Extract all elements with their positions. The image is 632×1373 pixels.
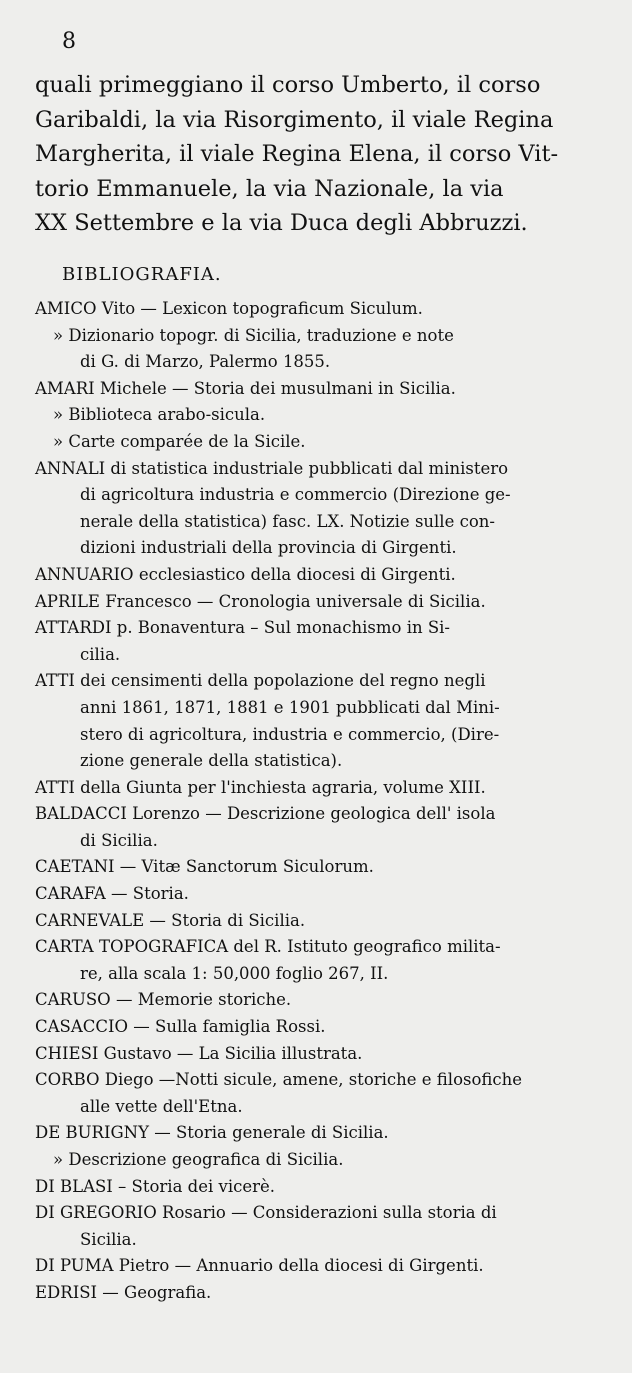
entry-line: ATTI dei censimenti della popolazione del regno negli <box>35 671 486 691</box>
text-line: torio Emmanuele, la via Nazionale, la via <box>35 175 504 202</box>
bibliography-entry <box>35 1120 595 1147</box>
entry-line: APRILE Francesco — Cronologia universale di Sicilia. <box>35 591 486 611</box>
entry-line: stero di agricoltura, industria e commercio, (Dire- <box>80 724 500 744</box>
bibliography-entry <box>35 296 595 323</box>
bibliography-entry <box>35 589 595 616</box>
entry-line: dizioni industriali della provincia di Girgenti. <box>80 538 457 558</box>
entry-line: zione generale della statistica). <box>80 751 343 771</box>
entry-line: CARNEVALE — Storia di Sicilia. <box>35 910 306 930</box>
entry-line: re, alla scala 1: 50,000 foglio 267, II. <box>80 963 389 983</box>
entry-line: di G. di Marzo, Palermo 1855. <box>80 352 331 372</box>
entry-line: EDRISI — Geografia. <box>35 1282 212 1302</box>
entry-line: Sicilia. <box>80 1229 137 1249</box>
bibliography-entry <box>35 987 595 1014</box>
text-line: Margherita, il viale Regina Elena, il corso Vit- <box>35 141 559 167</box>
entry-line: DE BURIGNY — Storia generale di Sicilia. <box>35 1123 389 1143</box>
entry-line: AMARI Michele — Storia dei musulmani in Sicilia. <box>35 378 456 398</box>
entry-line: ATTARDI p. Bonaventura – Sul monachismo in Si- <box>35 618 451 638</box>
bibliography-entry <box>35 1067 595 1120</box>
entry-line: AMICO Vito — Lexicon topograficum Siculum. <box>35 299 423 318</box>
text-line: XX Settembre e la via Duca degli Abbruzzi. <box>35 210 528 236</box>
entry-line: DI BLASI – Storia dei vicerè. <box>35 1176 276 1196</box>
bibliography-entry <box>35 1280 595 1307</box>
entry-line: DI GREGORIO Rosario — Considerazioni sulla storia di <box>35 1203 497 1223</box>
bibliography-list <box>35 296 595 1307</box>
entry-line: BALDACCI Lorenzo — Descrizione geologica dell' isola <box>35 804 496 824</box>
entry-line: ANNALI di statistica industriale pubblicati dal ministero <box>35 458 509 478</box>
entry-line: » Biblioteca arabo-sicula. <box>53 405 266 425</box>
bibliography-entry <box>35 908 595 935</box>
bibliography-entry <box>35 323 595 376</box>
bibliography-entry <box>35 1014 595 1041</box>
bibliography-entry <box>35 854 595 881</box>
entry-line: CAETANI — Vitæ Sanctorum Siculorum. <box>35 857 374 877</box>
bibliography-entry <box>35 1174 595 1201</box>
entry-line: DI PUMA Pietro — Annuario della diocesi di Girgenti. <box>35 1256 484 1276</box>
entry-line: » Dizionario topogr. di Sicilia, traduzione e note <box>53 325 454 345</box>
bibliography-entry <box>35 1200 595 1253</box>
bibliography-entry <box>35 1041 595 1068</box>
bibliography-entry <box>35 429 595 456</box>
entry-line: CARAFA — Storia. <box>35 884 189 904</box>
bibliography-entry <box>35 668 595 774</box>
bibliography-entry <box>35 801 595 854</box>
entry-line: nerale della statistica) fasc. LX. Notizie sulle con- <box>80 511 495 531</box>
entry-line: CORBO Diego —Notti sicule, amene, storiche e filosofiche <box>35 1070 523 1090</box>
entry-line: anni 1861, 1871, 1881 e 1901 pubblicati dal Mini- <box>80 697 500 717</box>
entry-line: » Carte comparée de la Sicile. <box>53 431 306 451</box>
section-heading: BIBLIOGRAFIA. <box>62 264 222 285</box>
entry-line: CARUSO — Memorie storiche. <box>35 990 292 1010</box>
entry-line: di Sicilia. <box>80 830 158 850</box>
bibliography-entry <box>35 775 595 802</box>
bibliography-entry <box>35 1253 595 1280</box>
bibliography-entry <box>35 402 595 429</box>
entry-line: » Descrizione geografica di Sicilia. <box>53 1150 344 1169</box>
bibliography-entry <box>35 1147 595 1174</box>
bibliography-entry <box>35 881 595 908</box>
entry-line: CASACCIO — Sulla famiglia Rossi. <box>35 1017 326 1037</box>
entry-line: ATTI della Giunta per l'inchiesta agraria, volume XIII. <box>35 777 486 797</box>
page-number: 8 <box>62 29 76 54</box>
text-line: Garibaldi, la via Risorgimento, il viale Regina <box>35 106 554 133</box>
entry-line: CHIESI Gustavo — La Sicilia illustrata. <box>35 1043 363 1063</box>
entry-line: alle vette dell'Etna. <box>80 1096 243 1116</box>
bibliography-entry <box>35 376 595 403</box>
bibliography-entry <box>35 562 595 589</box>
entry-line: cilia. <box>80 644 121 664</box>
bibliography-entry <box>35 615 595 668</box>
text-line: quali primeggiano il corso Umberto, il corso <box>35 72 541 98</box>
bibliography-entry <box>35 456 595 562</box>
entry-line: di agricoltura industria e commercio (Direzione ge- <box>80 485 511 505</box>
bibliography-entry <box>35 934 595 987</box>
intro-paragraph <box>35 68 590 241</box>
entry-line: ANNUARIO ecclesiastico della diocesi di Girgenti. <box>35 564 456 584</box>
entry-line: CARTA TOPOGRAFICA del R. Istituto geografico milita- <box>35 937 501 957</box>
